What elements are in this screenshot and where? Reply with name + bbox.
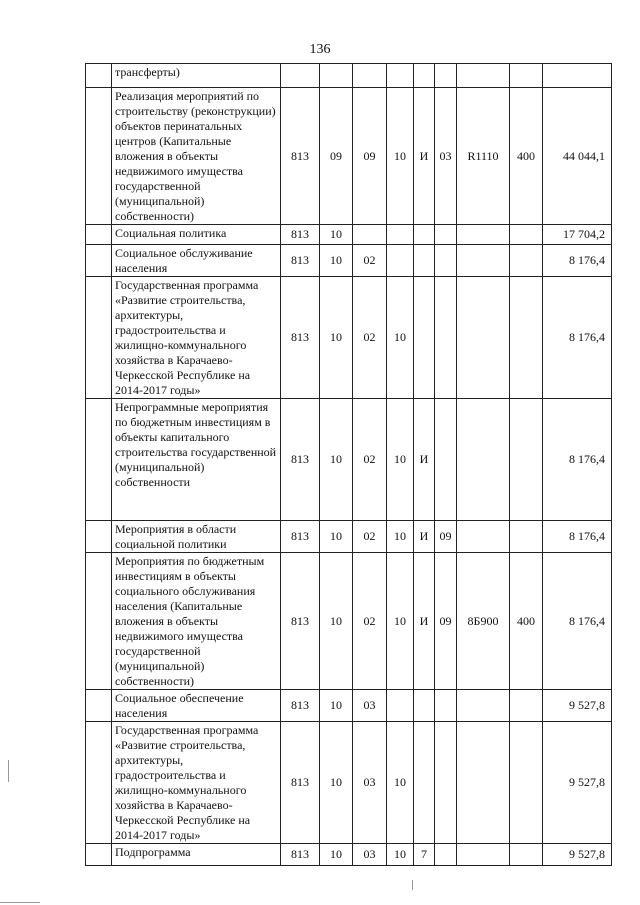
page-number: 136	[309, 42, 331, 57]
cell-section: 10	[320, 553, 353, 690]
cell-section: 10	[320, 225, 353, 245]
cell-program: 10	[387, 521, 414, 553]
cell-subprogram: И	[414, 521, 435, 553]
cell-expense-type: 400	[510, 88, 543, 225]
cell-subprogram	[414, 64, 435, 88]
cell-subprogram: И	[414, 88, 435, 225]
cell-main-event	[435, 277, 457, 399]
table-row	[86, 553, 612, 690]
cell-name: Социальное обеспечение населения	[112, 690, 281, 722]
cell-subsection: 02	[353, 399, 387, 521]
table-row	[86, 225, 612, 245]
cell-name: Мероприятия по бюджетным инвестициям в объекты социального обслуживания населения (Капитальные вложения в объекты недвижимого имущества государственной (муниципальной) собственности)	[112, 553, 281, 690]
cell-main-event: 09	[435, 521, 457, 553]
cell-main-event	[435, 690, 457, 722]
cell-name: Мероприятия в области социальной политики	[112, 521, 281, 553]
cell-amount: 8 176,4	[543, 521, 612, 553]
cell-blank	[86, 722, 112, 844]
cell-subprogram	[414, 245, 435, 277]
table-row	[86, 399, 612, 521]
cell-expense-type	[510, 245, 543, 277]
cell-direction	[457, 399, 510, 521]
cell-grbs: 813	[281, 722, 320, 844]
cell-amount: 9 527,8	[543, 690, 612, 722]
cell-name: Подпрограмма	[112, 844, 281, 866]
cell-section: 10	[320, 245, 353, 277]
cell-blank	[86, 225, 112, 245]
cell-subsection	[353, 64, 387, 88]
cell-blank	[86, 553, 112, 690]
cell-direction	[457, 844, 510, 866]
cell-section: 10	[320, 690, 353, 722]
cell-direction	[457, 225, 510, 245]
cell-blank	[86, 690, 112, 722]
scan-mark	[0, 902, 40, 903]
cell-direction: 8Б900	[457, 553, 510, 690]
cell-expense-type	[510, 690, 543, 722]
cell-subprogram	[414, 722, 435, 844]
cell-blank	[86, 521, 112, 553]
cell-expense-type: 400	[510, 553, 543, 690]
cell-grbs: 813	[281, 277, 320, 399]
cell-amount: 9 527,8	[543, 722, 612, 844]
cell-section: 10	[320, 277, 353, 399]
cell-amount: 8 176,4	[543, 553, 612, 690]
table-row	[86, 844, 612, 866]
cell-main-event	[435, 722, 457, 844]
cell-direction	[457, 690, 510, 722]
cell-expense-type	[510, 64, 543, 88]
cell-section	[320, 64, 353, 88]
cell-program: 10	[387, 88, 414, 225]
cell-subprogram: И	[414, 399, 435, 521]
cell-amount: 8 176,4	[543, 277, 612, 399]
scan-mark	[8, 760, 9, 782]
cell-grbs: 813	[281, 844, 320, 866]
cell-grbs: 813	[281, 88, 320, 225]
cell-grbs: 813	[281, 521, 320, 553]
cell-direction	[457, 64, 510, 88]
cell-name: Реализация мероприятий по строительству (реконструкции) объектов перинатальных центров (Капитальные вложения в объекты недвижимого имущества государственной (муниципальной) собственности)	[112, 88, 281, 225]
cell-program	[387, 225, 414, 245]
cell-subprogram: И	[414, 553, 435, 690]
cell-amount: 44 044,1	[543, 88, 612, 225]
table-row	[86, 277, 612, 399]
cell-grbs: 813	[281, 225, 320, 245]
cell-blank	[86, 277, 112, 399]
cell-grbs: 813	[281, 399, 320, 521]
cell-section: 09	[320, 88, 353, 225]
cell-subsection	[353, 225, 387, 245]
cell-amount: 8 176,4	[543, 245, 612, 277]
cell-name: Социальное обслуживание населения	[112, 245, 281, 277]
cell-program: 10	[387, 553, 414, 690]
cell-subprogram	[414, 225, 435, 245]
cell-direction	[457, 245, 510, 277]
cell-main-event	[435, 64, 457, 88]
cell-amount: 17 704,2	[543, 225, 612, 245]
cell-section: 10	[320, 722, 353, 844]
cell-subprogram	[414, 277, 435, 399]
cell-grbs: 813	[281, 690, 320, 722]
cell-main-event: 03	[435, 88, 457, 225]
cell-main-event	[435, 399, 457, 521]
cell-section: 10	[320, 844, 353, 866]
cell-expense-type	[510, 399, 543, 521]
cell-grbs: 813	[281, 245, 320, 277]
cell-name: Государственная программа «Развитие строительства, архитектуры, градостроительства и жилищно-коммунального хозяйства в Карачаево-Черкесской Республике на 2014-2017 годы»	[112, 722, 281, 844]
table-row	[86, 64, 612, 88]
cell-subprogram	[414, 690, 435, 722]
table-row	[86, 245, 612, 277]
cell-subprogram: 7	[414, 844, 435, 866]
cell-program: 10	[387, 844, 414, 866]
cell-program: 10	[387, 722, 414, 844]
table-row	[86, 88, 612, 225]
table-row	[86, 521, 612, 553]
cell-expense-type	[510, 225, 543, 245]
cell-subsection: 02	[353, 277, 387, 399]
cell-expense-type	[510, 521, 543, 553]
table-row	[86, 722, 612, 844]
cell-direction	[457, 722, 510, 844]
cell-blank	[86, 88, 112, 225]
cell-blank	[86, 64, 112, 88]
cell-grbs	[281, 64, 320, 88]
cell-subsection: 02	[353, 521, 387, 553]
cell-expense-type	[510, 277, 543, 399]
cell-amount: 9 527,8	[543, 844, 612, 866]
cell-main-event	[435, 225, 457, 245]
cell-name: Социальная политика	[112, 225, 281, 245]
cell-program: 10	[387, 399, 414, 521]
cell-blank	[86, 399, 112, 521]
cell-subsection: 09	[353, 88, 387, 225]
cell-amount: 8 176,4	[543, 399, 612, 521]
cell-program	[387, 690, 414, 722]
cell-program	[387, 245, 414, 277]
cell-program	[387, 64, 414, 88]
cell-subsection: 03	[353, 844, 387, 866]
cell-main-event	[435, 844, 457, 866]
cell-expense-type	[510, 722, 543, 844]
table-row	[86, 690, 612, 722]
cell-blank	[86, 245, 112, 277]
budget-table	[85, 63, 612, 866]
cell-subsection: 02	[353, 553, 387, 690]
cell-subsection: 03	[353, 690, 387, 722]
cell-subsection: 02	[353, 245, 387, 277]
cell-section: 10	[320, 399, 353, 521]
cell-amount	[543, 64, 612, 88]
cell-direction: R1110	[457, 88, 510, 225]
cell-name: Государственная программа «Развитие строительства, архитектуры, градостроительства и жилищно-коммунального хозяйства в Карачаево-Черкесской Республике на 2014-2017 годы»	[112, 277, 281, 399]
cell-subsection: 03	[353, 722, 387, 844]
cell-direction	[457, 521, 510, 553]
cell-name: Непрограммные мероприятия по бюджетным инвестициям в объекты капитального строительства государственной (муниципальной) собственности	[112, 399, 281, 521]
cell-name: трансферты)	[112, 64, 281, 88]
scan-mark	[412, 880, 413, 890]
cell-section: 10	[320, 521, 353, 553]
cell-grbs: 813	[281, 553, 320, 690]
cell-expense-type	[510, 844, 543, 866]
table-body	[86, 64, 612, 866]
cell-blank	[86, 844, 112, 866]
cell-main-event: 09	[435, 553, 457, 690]
cell-direction	[457, 277, 510, 399]
cell-program: 10	[387, 277, 414, 399]
cell-main-event	[435, 245, 457, 277]
